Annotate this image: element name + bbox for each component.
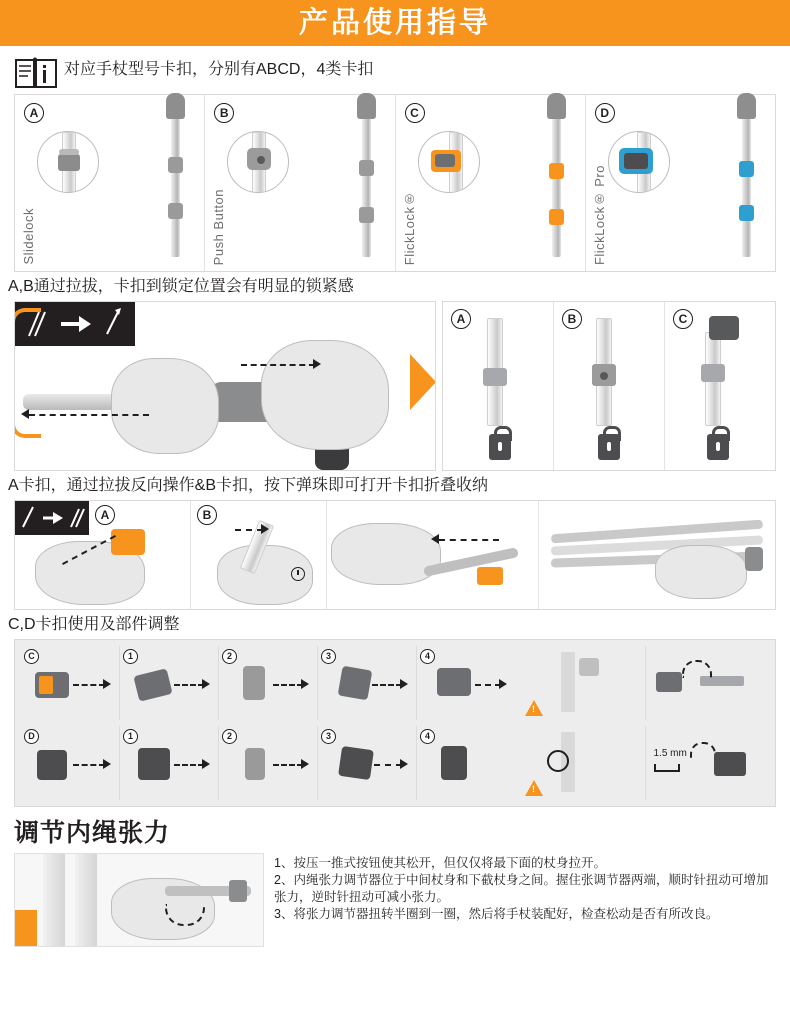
arrow-pull-right xyxy=(241,364,315,366)
pole-c-illustration xyxy=(552,105,561,257)
page-title: 产品使用指导 xyxy=(298,6,491,39)
arrow-pull-left xyxy=(29,414,149,416)
no-spray-icon xyxy=(547,750,569,772)
lock-d-label: FlickLock® Pro xyxy=(591,164,607,265)
tension-illustration xyxy=(14,853,264,947)
d-step-4 xyxy=(318,726,417,800)
pole-a-illustration xyxy=(171,105,180,257)
d-step-3 xyxy=(219,726,318,800)
detail-b xyxy=(554,302,665,470)
step-a-reverse xyxy=(15,501,191,609)
orange-accent-block xyxy=(15,910,37,946)
badge-d: D xyxy=(595,103,615,123)
tension-bullet-2: 2、内绳张力调节器位于中间杖身和下截杖身之间。握住张调节器两端，顺时针扭动可增加张力，逆时针扭动可减小张力。 xyxy=(274,873,769,904)
hand-right xyxy=(261,340,389,450)
tension-bullet-3: 3、将张力调节器扭转半圈到一圈，然后将手杖装配好，检查松动是否有所改良。 xyxy=(274,907,719,921)
torque-label: 1.5 mm xyxy=(653,748,687,759)
lock-a-detail xyxy=(37,131,99,193)
step-num-d1: 1 xyxy=(123,729,138,744)
tension-bullet-1: 1、按压一推式按钮使其松开，但仅仅将最下面的杖身拉开。 xyxy=(274,856,606,870)
pole-b-illustration xyxy=(362,105,371,257)
detail-c xyxy=(665,302,775,470)
step-num-d3: 3 xyxy=(321,729,336,744)
caption-cd: C,D卡扣使用及部件调整 xyxy=(8,616,180,633)
c-step-1 xyxy=(21,646,120,720)
badge-detail-c: C xyxy=(673,309,693,329)
ab-pull-demo xyxy=(14,301,436,471)
badge-reverse-a: A xyxy=(95,505,115,525)
c-adjust xyxy=(521,646,769,720)
d-clean-warning xyxy=(521,726,646,800)
badge-detail-a: A xyxy=(451,309,471,329)
d-step-1 xyxy=(21,726,120,800)
lock-type-a xyxy=(15,95,205,271)
section-ab-illustration xyxy=(14,301,776,471)
manual-book-icon xyxy=(14,56,58,90)
badge-c-row: C xyxy=(24,649,39,664)
badge-c: C xyxy=(405,103,425,123)
flow-arrow xyxy=(410,354,436,410)
badge-a: A xyxy=(24,103,44,123)
padlock-icon-a xyxy=(489,434,511,460)
lock-type-c xyxy=(396,95,586,271)
step-folded-pole xyxy=(539,501,775,609)
d-torque xyxy=(646,726,770,800)
hand-left xyxy=(111,358,219,454)
orange-frame-accent xyxy=(14,308,41,438)
step-num-d4: 4 xyxy=(420,729,435,744)
d-step-5 xyxy=(417,726,515,800)
lock-c-detail xyxy=(418,131,480,193)
section-ab-reverse-illustration xyxy=(14,500,776,610)
lock-c-label: FlickLock® xyxy=(401,190,417,265)
badge-d-row: D xyxy=(24,729,39,744)
d-steps xyxy=(21,726,515,800)
arrow-head-right xyxy=(313,359,321,369)
lock-highlight xyxy=(111,529,145,555)
step-num-c4: 4 xyxy=(420,649,435,664)
c-step-3 xyxy=(219,646,318,720)
step-fold xyxy=(327,501,539,609)
lock-d-detail xyxy=(608,131,670,193)
badge-detail-b: B xyxy=(562,309,582,329)
step-num-d2: 2 xyxy=(222,729,237,744)
lock-a-label: Slidelock xyxy=(21,208,36,265)
c-clean-warning xyxy=(521,646,646,720)
step-num-c3: 3 xyxy=(321,649,336,664)
lock-type-b xyxy=(205,95,395,271)
c-steps xyxy=(21,646,515,720)
step-num-c1: 1 xyxy=(123,649,138,664)
lock-type-d xyxy=(586,95,775,271)
step-num-c2: 2 xyxy=(222,649,237,664)
d-adjust xyxy=(521,726,769,800)
c-step-5 xyxy=(417,646,515,720)
d-step-2 xyxy=(120,726,219,800)
caption-ab: A,B通过拉拔，卡扣到锁定位置会有明显的锁紧感 xyxy=(8,278,354,295)
padlock-icon-c xyxy=(707,434,729,460)
tension-section-title: 调节内绳张力 xyxy=(14,819,171,847)
caption-ab-reverse: A卡扣，通过拉拔反向操作&B卡扣，按下弹珠即可打开卡扣折叠收纳 xyxy=(8,477,489,494)
tension-section xyxy=(14,853,776,947)
section-cd-illustration xyxy=(14,639,776,807)
lock-b-detail xyxy=(227,131,289,193)
cd-row-d xyxy=(21,726,769,800)
c-screwdriver xyxy=(646,646,770,720)
page-header xyxy=(0,0,790,46)
warning-triangle-icon xyxy=(525,700,543,716)
badge-b: B xyxy=(214,103,234,123)
cd-row-c xyxy=(21,646,769,720)
intro-row xyxy=(0,46,790,90)
intro-text: 对应手杖型号卡扣，分别有ABCD，4类卡扣 xyxy=(64,61,374,78)
tension-instructions xyxy=(274,853,776,947)
warning-triangle-icon-2 xyxy=(525,780,543,796)
c-step-2 xyxy=(120,646,219,720)
c-step-4 xyxy=(318,646,417,720)
detail-a xyxy=(443,302,554,470)
badge-reverse-b: B xyxy=(197,505,217,525)
padlock-icon-b xyxy=(598,434,620,460)
lock-b-label: Push Button xyxy=(211,188,227,265)
ab-lock-details xyxy=(442,301,776,471)
step-b-button xyxy=(191,501,327,609)
lock-types-panel xyxy=(14,94,776,272)
pole-d-illustration xyxy=(742,105,751,257)
